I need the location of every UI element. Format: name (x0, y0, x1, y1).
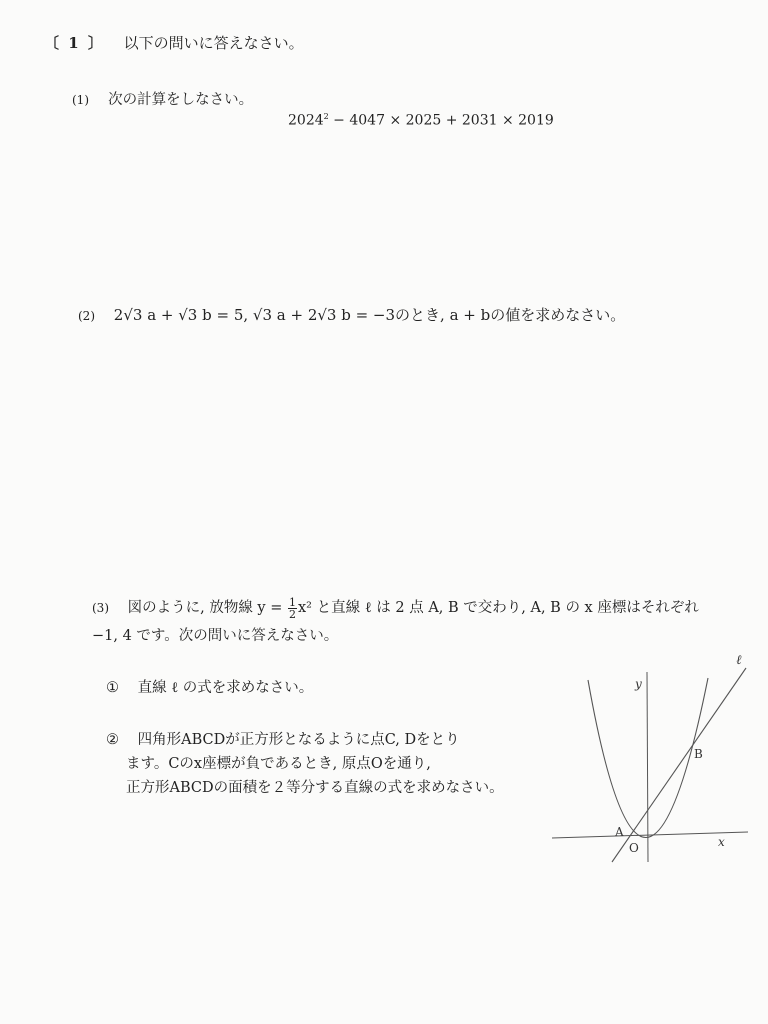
subquestion-2-mark: ② (106, 732, 119, 748)
subquestion-2-line-3: 正方形ABCDの面積を２等分する直線の式を求めなさい。 (126, 780, 504, 796)
subquestion-2-line-1 (106, 728, 460, 749)
question-3-label: (3) (92, 601, 109, 615)
y-axis-label: y (635, 677, 642, 691)
subquestion-1-mark: ① (106, 680, 119, 696)
subquestion-1 (106, 676, 313, 697)
expression-exponent: 2 (323, 112, 329, 121)
section-number: 〔 1 〕 (44, 34, 105, 52)
expression-rest: − 4047 × 2025 + 2031 × 2019 (328, 112, 554, 129)
fraction-denominator: 2 (289, 607, 296, 621)
question-1-label: (1) (72, 93, 89, 107)
question-2 (78, 304, 625, 325)
line-l-label: ℓ (736, 653, 742, 668)
question-1-text: 次の計算をしなさい。 (108, 92, 254, 108)
section-heading (44, 32, 304, 53)
question-3-line-1 (92, 596, 699, 620)
question-1-expression (288, 112, 554, 129)
fraction-numerator: 1 (289, 595, 296, 609)
subquestion-1-text: 直線 ℓ の式を求めなさい。 (137, 680, 314, 696)
question-2-label: (2) (78, 309, 95, 323)
question-3-line-2: −1, 4 です。次の問いに答えなさい。 (92, 628, 339, 644)
point-b-label: B (694, 747, 703, 761)
y-axis (647, 672, 648, 862)
point-a-label: A (615, 825, 624, 839)
question-3-line1-pre: 図のように, 放物線 y = (127, 600, 287, 616)
question-2-text: 2√3 a + √3 b = 5, √3 a + 2√3 b = −3のとき, a + bの値を求めなさい。 (113, 306, 626, 324)
origin-label: O (629, 841, 639, 855)
fraction-one-half (288, 597, 297, 620)
section-instruction: 以下の問いに答えなさい。 (123, 34, 304, 52)
question-1 (72, 88, 253, 109)
parabola-line-figure (548, 650, 760, 872)
x-axis-label: x (718, 835, 725, 849)
expression-base: 2024 (288, 112, 324, 129)
subquestion-2-text-1: 四角形ABCDが正方形となるように点C, Dをとり (137, 732, 460, 748)
question-3-line1-post: x² と直線 ℓ は 2 点 A, B で交わり, A, B の x 座標はそれぞれ (298, 600, 699, 616)
subquestion-2-line-2: ます。Cのx座標が負であるとき, 原点Oを通り, (126, 756, 431, 772)
